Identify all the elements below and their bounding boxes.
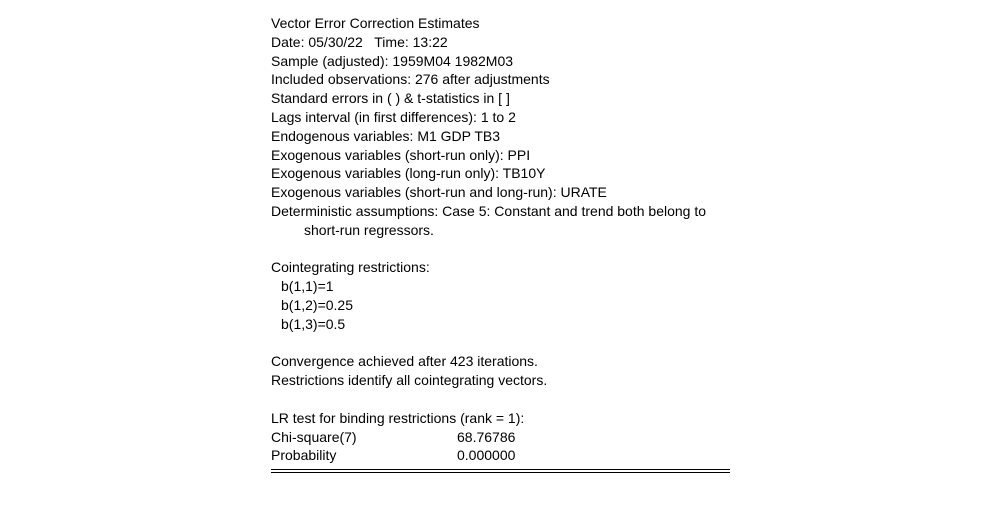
sample-line: Sample (adjusted): 1959M04 1982M03 bbox=[271, 52, 514, 69]
date-time-line: Date: 05/30/22 Time: 13:22 bbox=[271, 33, 448, 50]
convergence-line: Convergence achieved after 423 iterations. bbox=[271, 353, 538, 370]
deterministic-continuation: short-run regressors. bbox=[304, 221, 434, 238]
exog-short-line: Exogenous variables (short-run only): PPI bbox=[271, 146, 531, 163]
spacer bbox=[271, 334, 731, 353]
exog-long-line: Exogenous variables (long-run only): TB10Y bbox=[271, 165, 546, 182]
errors-note-line: Standard errors in ( ) & t-statistics in [ ] bbox=[271, 90, 510, 107]
restriction-item: b(1,3)=0.5 bbox=[281, 315, 346, 332]
restriction-item: b(1,2)=0.25 bbox=[281, 296, 353, 313]
stat-label: Chi-square(7) bbox=[271, 428, 357, 445]
restriction-item: b(1,1)=1 bbox=[281, 278, 334, 295]
lr-stat-row bbox=[271, 428, 731, 447]
lags-line: Lags interval (in first differences): 1 to 2 bbox=[271, 108, 516, 125]
table-end-rule bbox=[271, 469, 730, 473]
estimation-output bbox=[271, 14, 731, 473]
lr-stat-row bbox=[271, 446, 731, 465]
stat-value: 68.76786 bbox=[457, 428, 516, 445]
endogenous-line: Endogenous variables: M1 GDP TB3 bbox=[271, 127, 501, 144]
lr-test-heading: LR test for binding restrictions (rank = 1): bbox=[271, 409, 525, 426]
observations-line: Included observations: 276 after adjustments bbox=[271, 71, 550, 88]
stat-value: 0.000000 bbox=[457, 447, 516, 464]
stat-label: Probability bbox=[271, 447, 337, 464]
identification-line: Restrictions identify all cointegrating vectors. bbox=[271, 372, 548, 389]
deterministic-line: Deterministic assumptions: Case 5: Constant and trend both belong to bbox=[271, 202, 707, 219]
output-title: Vector Error Correction Estimates bbox=[271, 15, 480, 31]
restrictions-heading: Cointegrating restrictions: bbox=[271, 259, 430, 276]
exog-both-line: Exogenous variables (short-run and long-run): URATE bbox=[271, 184, 607, 201]
spacer bbox=[271, 390, 731, 409]
spacer bbox=[271, 240, 731, 259]
